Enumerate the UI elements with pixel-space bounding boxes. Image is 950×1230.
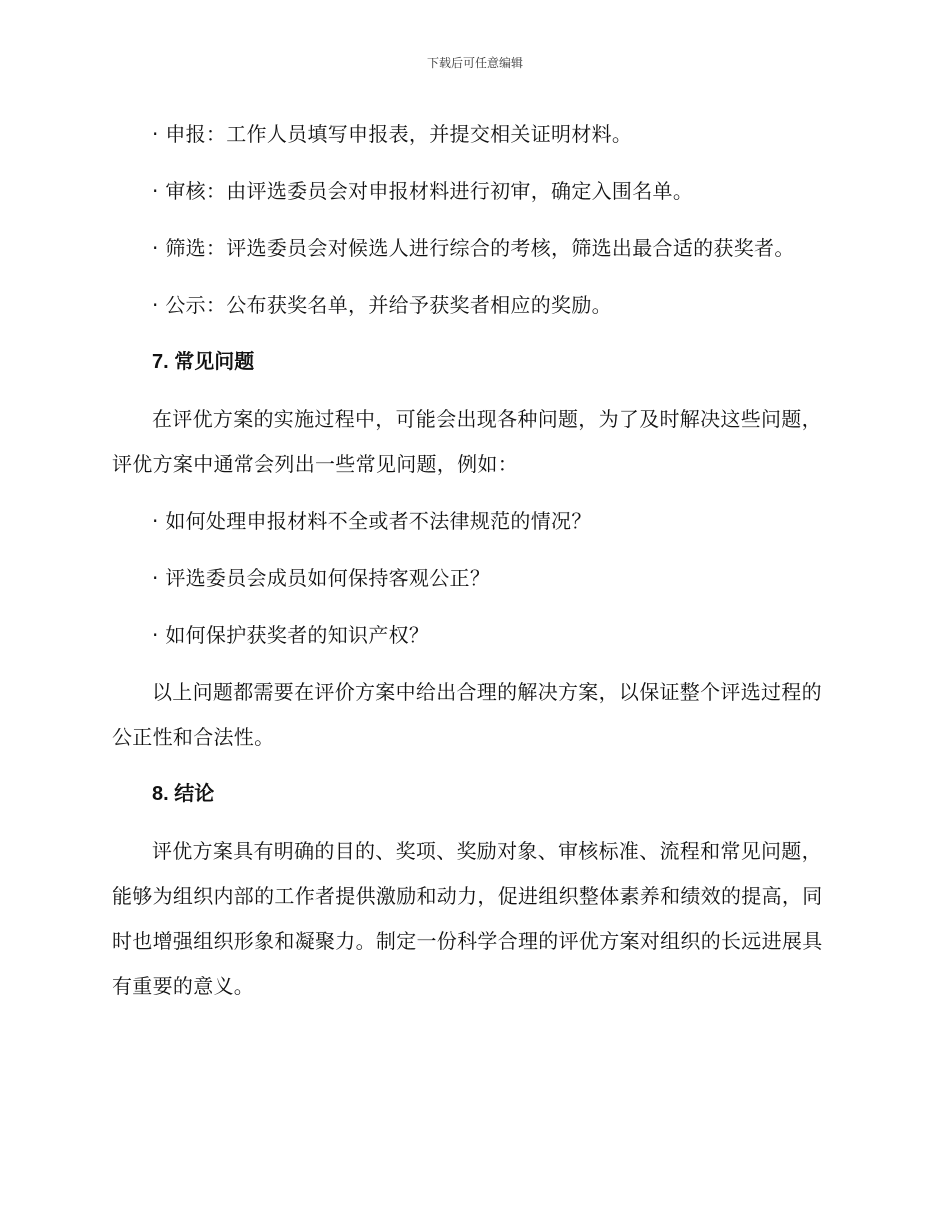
section-heading-conclusion: 8. 结论 <box>152 783 215 805</box>
section-heading-faq: 7. 常见问题 <box>152 351 255 373</box>
paragraph-faq-intro: 在评优方案的实施过程中，可能会出现各种问题，为了及时解决这些问题，评优方案中通常会列出一些常见问题，例如： <box>112 407 822 476</box>
document-body <box>112 112 832 1021</box>
list-item-question-materials: · 如何处理申报材料不全或者不法律规范的情况？ <box>152 509 592 533</box>
list-item-publicity: · 公示：公布获奖名单，并给予获奖者相应的奖励。 <box>152 293 612 317</box>
list-item-question-objectivity: · 评选委员会成员如何保持客观公正？ <box>152 566 491 590</box>
list-item-screening: · 筛选：评选委员会对候选人进行综合的考核，筛选出最合适的获奖者。 <box>152 236 795 260</box>
list-item-review: · 审核：由评选委员会对申报材料进行初审，确定入围名单。 <box>152 179 694 203</box>
list-item-question-ip: · 如何保护获奖者的知识产权？ <box>152 623 430 647</box>
list-item-declare: · 申报：工作人员填写申报表，并提交相关证明材料。 <box>152 122 633 146</box>
paragraph-faq-summary: 以上问题都需要在评价方案中给出合理的解决方案，以保证整个评选过程的公正性和合法性。 <box>112 680 822 749</box>
page-header: 下载后可任意编辑 <box>426 56 523 70</box>
paragraph-conclusion: 评优方案具有明确的目的、奖项、奖励对象、审核标准、流程和常见问题，能够为组织内部的工作者提供激励和动力，促进组织整体素养和绩效的提高，同时也增强组织形象和凝聚力。制定一份科学合理的评优方案对组织的长远进展具有重要的意义。 <box>112 839 823 998</box>
